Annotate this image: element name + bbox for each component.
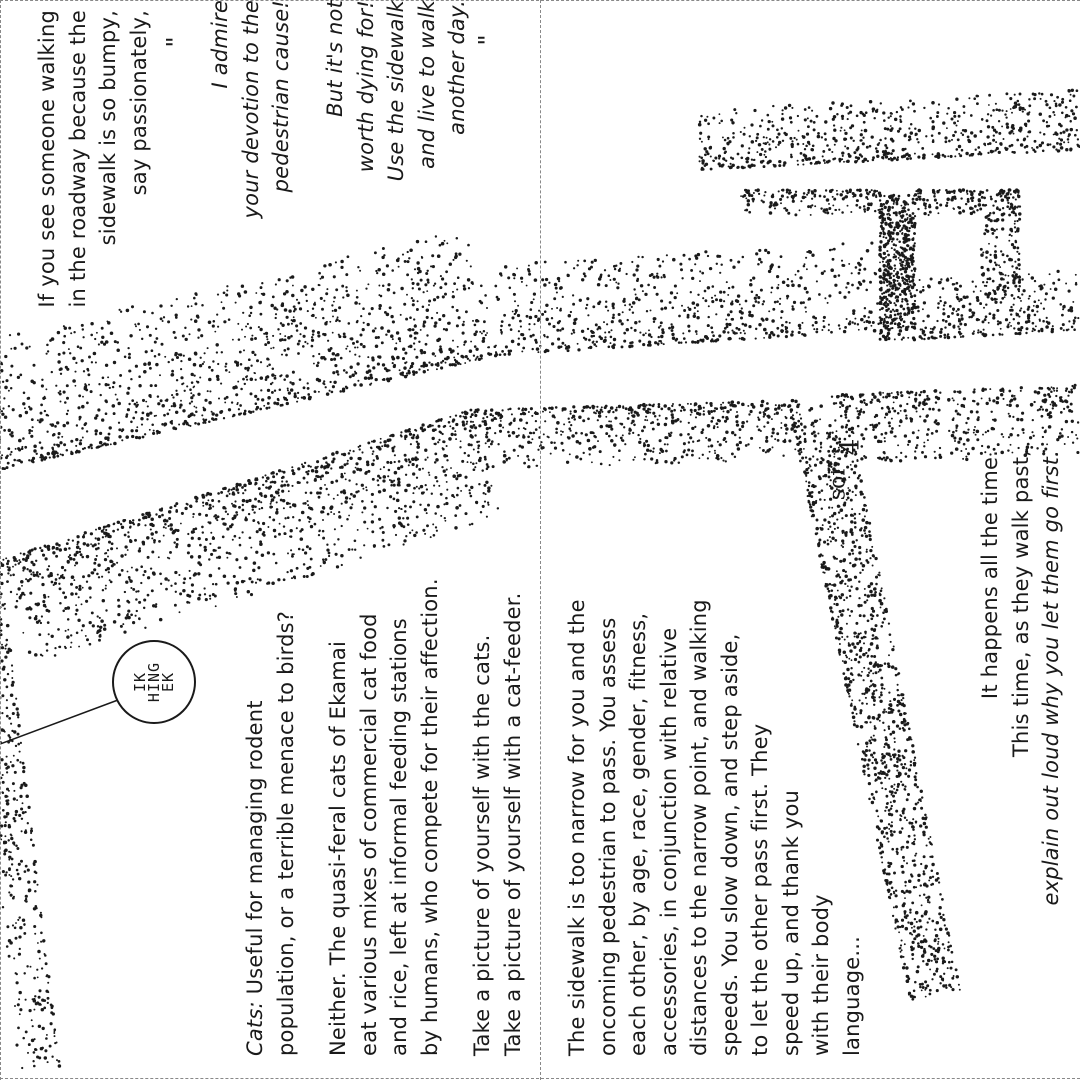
cats-answer-line: by humans, who compete for their affection.: [417, 578, 442, 1056]
narrow-sidewalk-line: with their body: [809, 894, 833, 1056]
quote-line: another day.: [445, 0, 469, 135]
cats-question: [240, 536, 271, 1056]
frame-edge-top: [0, 0, 1080, 1]
intro-line: in the roadway because the: [65, 10, 90, 308]
quote-line: Use the sidewalk: [384, 0, 408, 182]
warning-quote: [320, 0, 473, 240]
admiration-quote: [205, 0, 297, 250]
frame-edge-bottom: [0, 1078, 1080, 1079]
quote-line: worth dying for!: [353, 0, 378, 173]
let-them-pass-line: It happens all the time.: [978, 450, 1002, 700]
narrow-sidewalk-line: oncoming pedestrian to pass. You assess: [595, 617, 620, 1056]
cats-answer-line: Neither. The quasi-feral cats of Ekamai: [326, 641, 350, 1056]
narrow-sidewalk-line: each other, by age, race, gender, fitness,: [626, 612, 650, 1056]
ekkamai-location-badge: [112, 640, 196, 724]
frame-edge-left: [0, 0, 1, 1080]
roadway-walker-intro: [32, 10, 154, 370]
quote-line: your devotion to the: [238, 0, 263, 219]
soi-word: soi: [825, 468, 851, 501]
quote-line: and live to walk: [414, 0, 439, 169]
quote-line: pedestrian cause!: [269, 0, 293, 193]
cats-term: Cats:: [243, 1001, 267, 1056]
cats-task: Take a picture of yourself with a cat-feeder.: [500, 592, 525, 1056]
fold-line-vertical: [540, 0, 541, 1080]
quote-line: I admire: [208, 0, 232, 89]
narrow-sidewalk-line: to let the other pass first. They: [748, 723, 772, 1056]
narrow-sidewalk-line: distances to the narrow point, and walking: [687, 599, 711, 1056]
quote-close-mark: ": [473, 34, 502, 46]
intro-line: If you see someone walking: [35, 10, 59, 308]
badge-text: IK HING EK: [131, 661, 177, 703]
narrow-sidewalk-line: accessories, in conjunction with relative: [656, 627, 681, 1056]
let-them-pass-line: This time, as they walk past,: [1008, 450, 1033, 757]
narrow-sidewalk-line: speed up, and thank you: [778, 789, 803, 1056]
intro-line: sidewalk is so bumpy,: [96, 10, 120, 246]
street-label-soi-4: [812, 438, 892, 501]
narrow-sidewalk-line: speeds. You slow down, and step aside,: [717, 633, 742, 1056]
quote-open-mark: ": [161, 36, 190, 48]
narrow-sidewalk-line: The sidewalk is too narrow for you and the: [565, 599, 589, 1056]
intro-line: say passionately,: [126, 10, 151, 196]
cats-section: [240, 536, 528, 1056]
let-them-pass-line: explain out loud why you let them go first.: [1039, 450, 1063, 906]
cats-answer-line: eat various mixes of commercial cat food: [356, 613, 381, 1056]
cats-question-rest: Useful for managing rodent: [243, 700, 267, 1002]
soi-number: 4: [835, 438, 866, 456]
narrow-sidewalk-line: language...: [839, 936, 864, 1056]
narrow-sidewalk-section: [562, 516, 867, 1056]
cats-task: Take a picture of yourself with the cats.: [470, 634, 494, 1056]
cats-question-line: population, or a terrible menace to birds?: [273, 610, 298, 1056]
cats-answer-line: and rice, left at informal feeding stations: [387, 618, 411, 1056]
quote-line: But it's not: [323, 0, 347, 117]
let-them-pass-section: [975, 450, 1067, 1000]
